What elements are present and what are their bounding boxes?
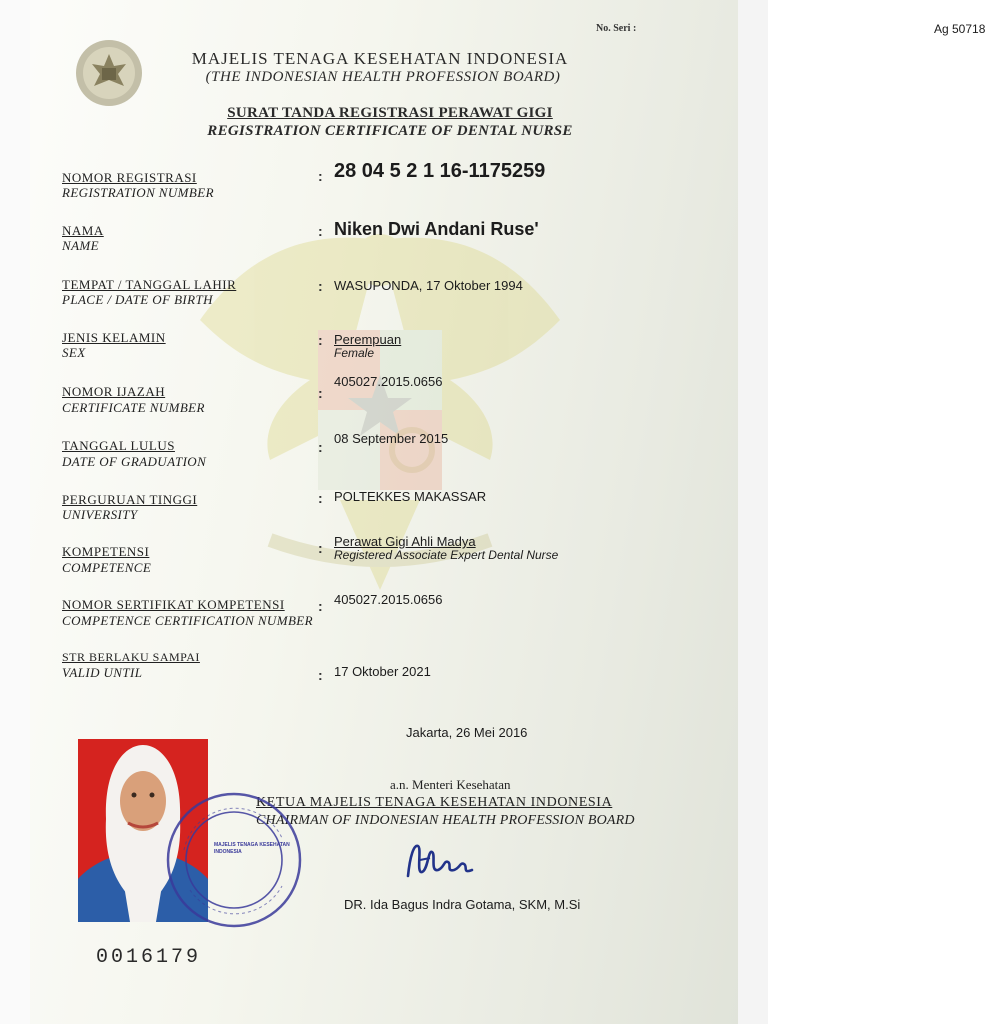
- label-competence: KOMPETENSI: [62, 544, 150, 559]
- signer-name: DR. Ida Bagus Indra Gotama, SKM, M.Si: [344, 897, 581, 912]
- label-competence-certification-en: COMPETENCE CERTIFICATION NUMBER: [62, 613, 313, 628]
- competence-value-en: Registered Associate Expert Dental Nurse: [334, 548, 559, 562]
- sex-value: Perempuan: [334, 332, 402, 347]
- registration-number-value: 28 04 5 2 1 16-1175259: [334, 160, 546, 182]
- chairman-title-english: CHAIRMAN OF INDONESIAN HEALTH PROFESSION BOARD: [256, 813, 635, 828]
- valid-until-value: 17 Oktober 2021: [334, 664, 431, 679]
- colon: :: [318, 490, 323, 506]
- colon: :: [318, 278, 323, 294]
- sex-value-en: Female: [334, 346, 375, 360]
- stamp-inner-text: [214, 842, 290, 856]
- colon: :: [318, 439, 323, 455]
- label-competence-certification: NOMOR SERTIFIKAT KOMPETENSI: [62, 597, 285, 612]
- serial-value: Ag 50718: [934, 22, 985, 36]
- label-competence-en: COMPETENCE: [62, 560, 152, 575]
- label-name-en: NAME: [62, 238, 99, 253]
- certificate-title-english: REGISTRATION CERTIFICATE OF DENTAL NURSE: [207, 123, 573, 139]
- place-date: Jakarta, 26 Mei 2016: [406, 725, 528, 740]
- on-behalf-of: a.n. Menteri Kesehatan: [390, 777, 511, 792]
- label-graduation: TANGGAL LULUS: [62, 438, 175, 453]
- birth-value: WASUPONDA, 17 Oktober 1994: [334, 278, 523, 293]
- colon: :: [318, 223, 323, 239]
- chairman-title-indonesian: KETUA MAJELIS TENAGA KESEHATAN INDONESIA: [256, 795, 613, 810]
- competence-value: Perawat Gigi Ahli Madya: [334, 534, 476, 549]
- label-valid-until-en: VALID UNTIL: [62, 665, 143, 680]
- signature-icon: [400, 836, 480, 886]
- label-birth: TEMPAT / TANGGAL LAHIR: [62, 277, 237, 292]
- colon: :: [318, 540, 323, 556]
- name-value: Niken Dwi Andani Ruse': [334, 219, 539, 239]
- label-registration-number: NOMOR REGISTRASI: [62, 170, 197, 185]
- document-serial-number: 0016179: [96, 946, 202, 969]
- stamp-line: INDONESIA: [214, 849, 242, 855]
- label-name: NAMA: [62, 223, 104, 238]
- label-registration-number-en: REGISTRATION NUMBER: [62, 185, 214, 200]
- garuda-emblem-icon: [74, 38, 144, 108]
- colon: :: [318, 385, 323, 401]
- label-sex-en: SEX: [62, 345, 86, 360]
- graduation-value: 08 September 2015: [334, 431, 449, 446]
- label-university-en: UNIVERSITY: [62, 507, 138, 522]
- label-university: PERGURUAN TINGGI: [62, 492, 198, 507]
- colon: :: [318, 168, 323, 184]
- university-value: POLTEKKES MAKASSAR: [334, 489, 487, 504]
- certificate-title-indonesian: SURAT TANDA REGISTRASI PERAWAT GIGI: [227, 105, 553, 121]
- colon: :: [318, 667, 323, 683]
- stamp-line: MAJELIS TENAGA KESEHATAN: [214, 842, 290, 848]
- colon: :: [318, 332, 323, 348]
- certificate-number-value: 405027.2015.0656: [334, 374, 443, 389]
- label-valid-until: STR BERLAKU SAMPAI: [62, 650, 200, 664]
- serial-label: No. Seri :: [596, 23, 637, 34]
- official-stamp-icon: [164, 790, 304, 930]
- label-birth-en: PLACE / DATE OF BIRTH: [62, 292, 213, 307]
- competence-certification-value: 405027.2015.0656: [334, 592, 443, 607]
- right-margin: [738, 0, 768, 1024]
- colon: :: [318, 598, 323, 614]
- board-name-indonesian: MAJELIS TENAGA KESEHATAN INDONESIA: [191, 49, 569, 68]
- label-sex: JENIS KELAMIN: [62, 330, 166, 345]
- label-graduation-en: DATE OF GRADUATION: [62, 454, 207, 469]
- left-margin: [0, 0, 30, 1024]
- serial-number-header: [596, 22, 985, 36]
- board-name-english: (THE INDONESIAN HEALTH PROFESSION BOARD): [205, 69, 561, 85]
- label-certificate-number-en: CERTIFICATE NUMBER: [62, 400, 205, 415]
- label-certificate-number: NOMOR IJAZAH: [62, 384, 166, 399]
